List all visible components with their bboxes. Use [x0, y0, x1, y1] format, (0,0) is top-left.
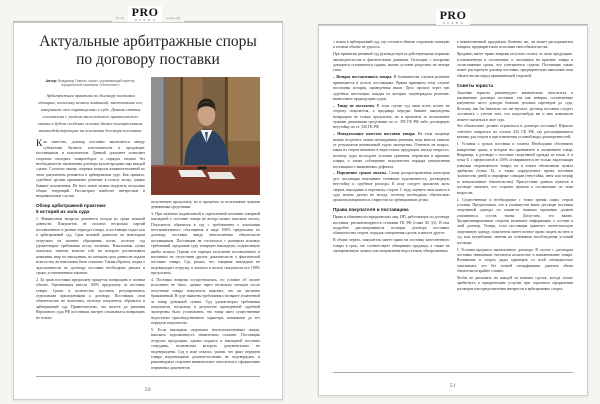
article-list-item: 1. Условия о сроках поставки и оплаты. Необходимо обозначить конкретные сроки, в которые вы принимаете и оплачиваете товар. Например, в договоре о поставке спортивной одежды из точки А в точку Б с предоплатой в 100% оговариваются не только надлежащая упаковка отправляемого товара, но и точное обозначение пункта прибытия (точка Б), а также определенное время поставки (количество дней) и штрафные санкции (неустойка, пеня или штраф за невыполнение обязательства). Присутствие данных пунктов в договоре означает, что стороны пришли к соглашению по этим вопросам. [456, 142, 573, 195]
article-list-item: 3. Условия предмета заключенного договора. В случае с договором поставки значимыми считаются количество и наименование товара. Возникшие в спорах ряды примеров со всей очевидностью показывают, что без точной спецификации доказать объем обязательств крайне сложно. [456, 247, 573, 274]
bullet-lead: – Ненадлежащее качество поставки товара. [333, 132, 416, 137]
title-line-2: по договору поставки [76, 51, 220, 69]
article-paragraph: в некачественной продукции. Конечно же, он может распоряжаться товаром, предварительно исполнив свои обязательства. [456, 40, 573, 50]
masthead-rule [470, 24, 588, 25]
article-paragraph: Права и обязанности юридических лиц, ИП, работающих по договору поставки, регламентируются статьями ГК РФ (глава 30, §3). В них подробно рассматриваются позиции договора поставки, обязательства сторон, порядок совершения сделок и многое другое. [333, 215, 450, 236]
logo-sub-text: ПРАВО [134, 18, 158, 22]
masthead-rule [318, 24, 436, 25]
left-page-columns [14, 77, 282, 375]
masthead-left [13, 5, 283, 22]
page-footer-right [333, 372, 573, 393]
article-bullet [333, 104, 450, 131]
heading-line-2: 5 историй из зала суда [36, 209, 90, 215]
bullet-text: В большинстве случаев решение принимается в пользу поставщика. Ярким примером тому служит последняя история, приведенная выше. Дело прошло через три судебных инстанции, каждая из которых подтверждала решение, вынесенное предыдущим судом. [333, 75, 450, 101]
left-page-column-1 [36, 77, 145, 375]
article-paragraph: 1. Финансовые вопросы решаются исходя из срока исковой давности. Покупатель не оплатил несколько партий поставленного в разные периоды товара, и поставщик подал иск в арбитражный суд. Срок исковой давности по некоторым отгрузкам на момент обращения истек, поэтому суд удовлетворил требования истца частично. Взысканная сумма оказалась заметно меньше той, на которую рассчитывала компания, ведь по накладным, по которым срок давности подачи иска истек, во взыскании было отказано. Таким образом, споры о задолженности по договору поставки необходимо решать в сроки, установленные законом. [36, 217, 145, 275]
section-heading-lawyer-tips: Советы юриста [456, 82, 493, 88]
article-paragraph: Чтобы не рисковать на каждой из важных сделок, всегда лучше прибегнуть к юридическим услугам при серьезном оформлении договоров или представлении интересов в арбитражных спорах. [456, 276, 573, 291]
page-footer-left [36, 376, 260, 397]
article-paragraph: Что обязательно должно отражаться в договоре поставки? Юристы советуют опираться на статью 432 ГК РФ, где рассматриваются важные для сторон и при изменении условий виды договоренностей: [456, 124, 573, 140]
bullet-lead: – Возврат поставленного товара. [333, 75, 393, 80]
section-heading-rights: Права покупателя и поставщика [333, 207, 409, 213]
article-paragraph: При принятии решений суд руководствуется действующими нормами законодательства и фактическими данными. Ситуации, с которыми доводится сталкиваться судьям, можно условно разделить на четыре типа: [333, 52, 450, 73]
article-paragraph: Продавец имеет право вовремя получать оплату за свою продукцию, установленную в соглашении, и настаивать на приемке товара в согласованные сроки, что учитывается судами. Поставщик также может расторгнуть договор поставки, предварительно выполнив свои обязательства перед принимающей стороной. [456, 52, 573, 78]
magazine-page-right [318, 25, 588, 396]
title-line-1: Актуальные арбитражные споры [39, 33, 257, 50]
issue-number: № 19 [115, 16, 124, 20]
article-paragraph: 4. Поставка вовремя осуществлялась, но условие об оплате исполнено не было, однако через несколько месяцев после получения товара покупатель выяснил, что он частично бракованный. В суде заявлены требования о возврате уплаченной за товар денежной суммы. Суд удовлетворил требования покупателя, поскольку в результате проведенной судебной экспертизы было установлено, что товар имел существенные недостатки производственного характера, возникшие до его передачи покупателю. [151, 278, 260, 326]
logo-main-text: PRO [131, 5, 159, 19]
bullet-text: В этом случае суд чаще всего встает на сторону покупателя, а продавцы нередко бывают вынуждены возвращать не только предоплату, но и проценты за пользование чужими денежными средствами по ст. 395 ГК РФ либо договорную неустойку по ст. 330 ГК РФ. [333, 103, 450, 130]
author-photo [151, 77, 260, 195]
article-paragraph: 3. При наличии подписанной и скрепленной печатями товарной накладной о поставке товара не всегда можно взыскать оплату. Покупатель обратился в суд с требованием о взыскании неосновательного обогащения в виде 100% предоплаты по договору поставки ввиду неисполнения обязательств поставщиком. Поставщик не согласился с размером исковых требований, предъявив суду товарную накладную, подписанную якобы истцом. Однако тот отрицал получение поставленного и настаивал на отсутствии других доказательств о фактической поставке товара. Суд решил, что товарная накладная не подтверждает отгрузку, и взыскал в пользу покупателя все 100% предоплаты. [151, 211, 260, 276]
heading-line-1: Обзор арбитражной практики: [36, 203, 107, 209]
right-page-column-1 [333, 40, 450, 362]
article-paragraph: В общих чертах, покупатель имеет право на поставку качественного товара в срок, что соответствует обещаниям продавца, а также на своевременную замену или исправление недостатков, обнаруженных [333, 238, 450, 254]
page-title [24, 33, 272, 70]
drop-cap: К [36, 139, 43, 150]
magazine-logo [128, 6, 163, 22]
magazine-page-left [13, 22, 283, 400]
masthead-right [318, 8, 588, 25]
magazine-logo [436, 9, 471, 25]
article-paragraph [36, 140, 145, 199]
logo-sub-text: ПРАВО [442, 21, 466, 25]
article-paragraph: с иском в арбитражный суд, где отстоять обеими сторонами позицию в полном объеме не удалось. [333, 40, 450, 50]
article-paragraph: 5. Если накладная подписана неуполномоченным лицом, взыскать задолженность значительно сложнее. Поставщик отгрузил продукцию, однако подпись в накладной поставил сотрудник, полномочия которого документально не подтверждены. Суд в иске отказал, указав, что факт передачи товара надлежащими доказательствами не подтвержден, и рекомендовал сторонам внимательнее относиться к оформлению первичных документов. [151, 328, 260, 370]
logo-main-text: PRO [439, 8, 467, 22]
page-number-51: 51 [450, 383, 456, 389]
page-number-50: 50 [145, 387, 151, 393]
left-page-column-2 [151, 77, 260, 375]
article-paragraph: 2. За срыв поставки предоплату придется возвращать в полном объеме. Организация внесла 100% предоплату за поставку товара. Сроки и количество поставок регулировались отдельными приложениями к договору. Поставщик свои обязательства не выполнил, поэтому покупатель обратился в арбитражный суд. Примечательно, что вплоть до решения Верховного суда РФ поставщик наотрез отказывался возвращать не только [36, 277, 145, 320]
masthead-rule [184, 21, 283, 22]
bullet-lead: – Товар не поставлен. [333, 103, 375, 108]
section-heading-practice-review [36, 203, 145, 215]
right-page-columns [319, 26, 587, 362]
masthead-rule [13, 21, 112, 22]
article-paragraph: полученную предоплату, но и проценты за пользование чужими денежными средствами. [151, 199, 260, 209]
right-page-column-2 [457, 40, 574, 362]
article-bullet [333, 132, 450, 170]
article-paragraph: Опытные юристы рекомендуют внимательно относиться к заключению договора поставки, так как неверно составленные документы часто доводят бывших деловых партнеров до суда. Поэтому, как бы банально это ни звучало, договор поставки следует составлять с учетом того, что когда-нибудь вы и ваш компаньон можете оказаться в зале суда. [456, 90, 573, 122]
bullet-text: Самая распространенная категория дел: поставщик взыскивает основную задолженность, договорную неустойку и судебные расходы. К иску следует прилагать акты сверки, накладные и переписку сторон. С ходу оценить свои шансы в суде можно далеко не всегда, поэтому необходимо обязательно проконсультироваться с юристом по арбитражным делам. [333, 171, 450, 203]
site-url: напро.рф [166, 16, 181, 20]
bullet-text: На этом поприще можно встретить самые неожиданные решения, ведь многое зависит от результатов назначаемой судом экспертизы. Ответить на вопрос, какая из сторон виновата в недостатках продукции, иногда непросто, поэтому суды исследуют условия хранения, перевозки и приемки товара, а также соблюдение покупателем порядка уведомления поставщика о выявленных дефектах. [333, 132, 450, 169]
bullet-lead: – Нарушение сроков оплаты. [333, 171, 388, 176]
article-bullet [333, 75, 450, 102]
author-name: Владимир Павлик, юрист, управляющий партнер юридической компании «Интеллект» [58, 78, 136, 88]
article-list-item: 2. Существенные и необходимые с точки зрения самих сторон условия. Предположим, что в упомянутом выше договоре поставки спортивной одежды по каким-то важным причинам должен упоминаться состав ткани. Допустим, это важно. Дисциплинированные стороны включают информацию о составе в свой договор. Теперь, если поставщик привезет синтетическую спортивную одежду, покупатель имеет полное право подать на него в суд или потребовать замены на основании несоблюдения условий договора. [456, 197, 573, 245]
article-lede: Арбитражная практика по договору поставки обширна, поскольку немало компаний, заключавших его, завершает свое партнерство в суде. Данная статья составлена с учетом многолетнего практического опыта и будет особенно полезна бизнес-контрагентам, взаимодействующим на основании договора поставки. [37, 92, 144, 133]
author-prefix: Автор: [45, 78, 58, 83]
paragraph-text: ак известно, договор поставки заключается между субъектами бизнеса: изготовителем и продавцом, поставщиком и покупателем. Данный документ позволяет сторонам наладить товарооборот и порядок оплаты без необходимости заключения договора купли-продажи при каждой сделке. Согласно закону, спорные вопросы взаимоотношений по этим документам решаются в арбитражном суде. Как правило, судебные органы принимают решение в пользу истца, однако бывают исключения. Из всех исков можно выделить несколько общих тенденций. Рассмотрим наиболее интересные и нетривиальные случаи. [36, 140, 145, 199]
author-line [38, 79, 143, 88]
article-bullet [333, 171, 450, 203]
